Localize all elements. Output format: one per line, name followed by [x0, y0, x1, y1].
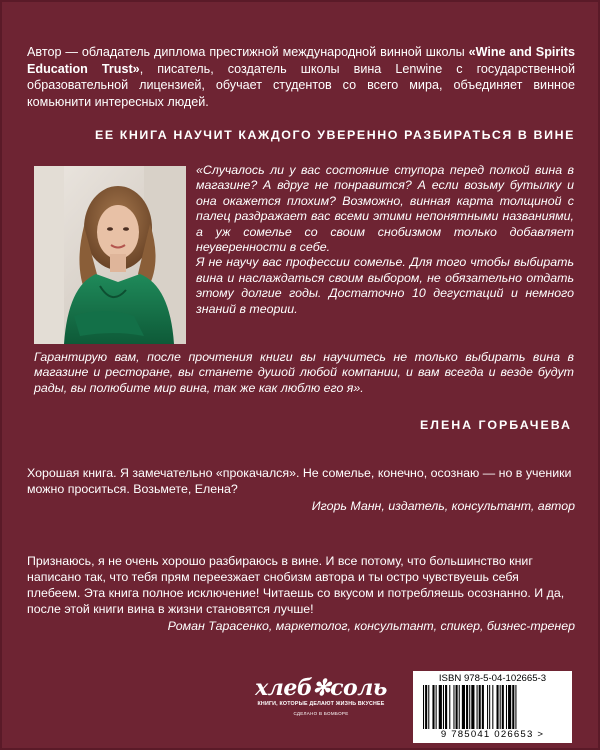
author-portrait-image [34, 166, 186, 344]
barcode-bar [462, 685, 465, 729]
barcode-bar [502, 685, 504, 729]
review-2 [27, 553, 575, 634]
barcode-bar [492, 685, 493, 729]
quote-paragraph-1: «Случалось ли у вас состояние ступора перед полкой вина в магазине? А вдруг не понравится? А если возьму бутылку и она окажется плохим? Возможно, винная карта толщиной с палец раздражает вас всеми этими непонятными названиями, а уж сомелье со своим снобизмом только добавляет неуверенности в себе. [196, 163, 574, 255]
barcode-bar [439, 685, 442, 729]
barcode-bar [487, 685, 488, 729]
review-signature: Роман Тарасенко, маркетолог, консультант, спикер, бизнес-тренер [167, 619, 575, 633]
barcode-bar [425, 685, 427, 729]
review-1 [27, 465, 575, 514]
review-signature: Игорь Манн, издатель, консультант, автор [311, 499, 575, 513]
barcode-bar [466, 685, 468, 729]
intro-school-name: «Wine and Spirits Education Trust» [27, 45, 575, 76]
barcode-bar [479, 685, 481, 729]
author-photo [34, 166, 186, 344]
publisher-logo [255, 676, 387, 716]
barcode-bar [453, 685, 454, 729]
review-text: Признаюсь, я не очень хорошо разбираюсь в вине. И все потому, что большинство книг написано так, что тебя прям переезжает снобизм автора и ты остро чувствуешь себя плебеем. Эта книга полное исключение! Читаешь со вкусом и потребляешь осознанно. И да, после этой книги вина в жизни становятся лучше! [27, 554, 565, 616]
barcode-bar [432, 685, 434, 729]
barcode-bar [443, 685, 444, 729]
barcode-bar [423, 685, 424, 729]
intro-text-after: , писатель, создатель школы вина Lenwine с государственной образовательной лицензией, обучает студентов со всего мира, объединяет винное комьюнити интересных людей. [27, 61, 575, 109]
section-heading: ЕЕ КНИГА НАУЧИТ КАЖДОГО УВЕРЕННО РАЗБИРАТЬСЯ В ВИНЕ [94, 128, 575, 142]
barcode-number: 9 785041 026653 > [440, 729, 545, 740]
barcode-bar [469, 685, 470, 729]
isbn-label: ISBN 978-5-04-102665-3 [438, 673, 547, 684]
barcode-bar [489, 685, 490, 729]
barcode-bar [436, 685, 437, 729]
author-name: ЕЛЕНА ГОРБАЧЕВА [419, 418, 572, 432]
barcode-bar [449, 685, 450, 729]
publisher-name: хлеб✻соль [255, 675, 387, 701]
quote-paragraph-3: Гарантирую вам, после прочтения книги вы научитесь не только выбирать вина в магазине и ресторане, вы станете душой любой компании, и вам всегда и везде будут рады, вы полюбите мир вина, так же как люблю его я». [34, 350, 574, 395]
author-quote-top [196, 163, 574, 317]
barcode-bar [497, 685, 499, 729]
barcode-bar [515, 685, 516, 729]
barcode-bar [459, 685, 460, 729]
barcode-bar [445, 685, 447, 729]
barcode-bar [482, 685, 484, 729]
barcode-bar [428, 685, 429, 729]
intro-text-before: Автор — обладатель диплома престижной международной винной школы [27, 45, 469, 59]
barcode-bar [508, 685, 511, 729]
isbn-barcode-box [413, 671, 572, 743]
publisher-tagline: КНИГИ, КОТОРЫЕ ДЕЛАЮТ ЖИЗНЬ ВКУСНЕЕ [257, 701, 385, 707]
author-intro [27, 44, 575, 110]
review-text: Хорошая книга. Я замечательно «прокачался». Не сомелье, конечно, осознаю — но в ученики можно проситься. Возьмете, Елена? [27, 466, 572, 496]
barcode-bar [506, 685, 507, 729]
barcode-bar [456, 685, 458, 729]
quote-paragraph-2: Я не научу вас профессии сомелье. Для того чтобы выбирать вина и наслаждаться своим выбором, не обязательно отдать этому долгие годы. Достаточно 10 дегустаций и немного знаний в теории. [196, 255, 574, 316]
barcode-bar [477, 685, 478, 729]
barcode-icon [421, 685, 564, 731]
barcode-bar [500, 685, 501, 729]
barcode-bar [512, 685, 514, 729]
author-quote-bottom [34, 350, 574, 396]
barcode-bar [471, 685, 474, 729]
publisher-imprint: СДЕЛАНО В БОМБОРЕ [293, 711, 349, 716]
